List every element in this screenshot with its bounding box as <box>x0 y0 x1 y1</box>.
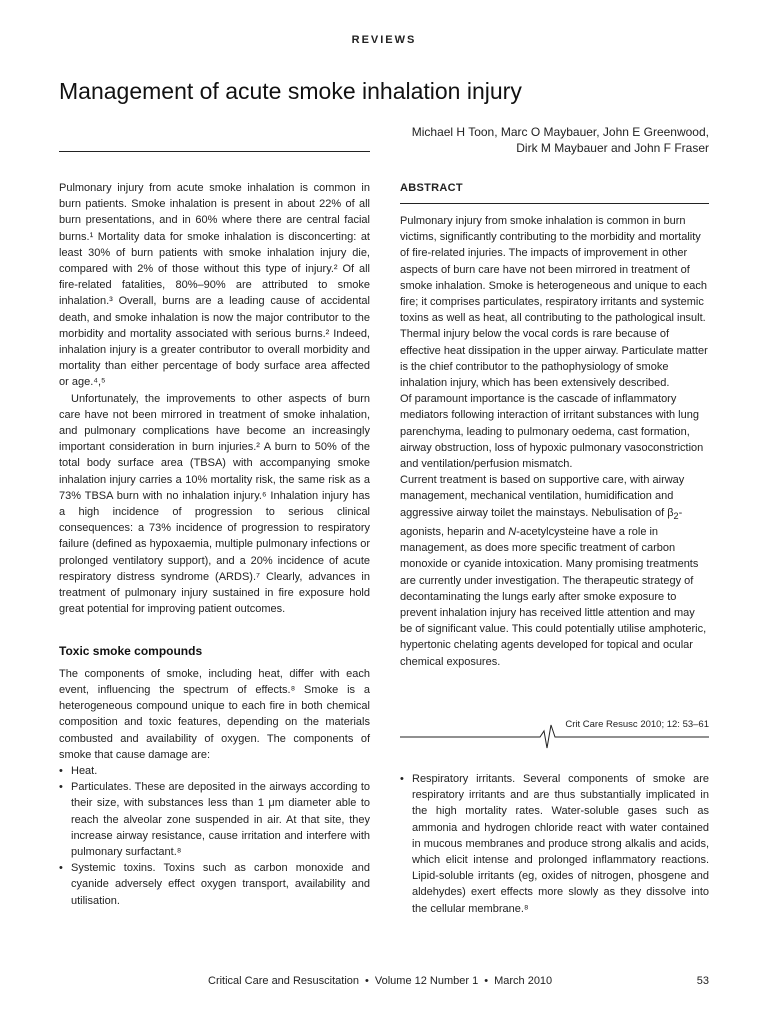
authors-line-1: Michael H Toon, Marc O Maybauer, John E Greenwood, <box>411 125 709 139</box>
section-heading-toxic-smoke: Toxic smoke compounds <box>59 644 203 659</box>
abstract-paragraph-3 <box>400 472 709 670</box>
footer-journal-name: Critical Care and Resuscitation <box>208 975 360 987</box>
heartbeat-line-icon <box>400 724 709 754</box>
list-item: • Respiratory irritants. Several components of smoke are respiratory irritants and are thus substantially implicated in the high mortality rates. Water-soluble gases such as ammonia and hydrogen chloride react with water contained in mucous membranes and produce strong alkalis and acids, which elicit intense and prolonged inflammatory reactions. Lipid-soluble irritants (eg, oxides of nitrogen, phosgene and aldehydes) exert effects more slowly as they dissolve into the cellular membrane.⁸ <box>400 771 709 917</box>
beta-subscript: 2 <box>673 510 679 521</box>
list-item: • Systemic toxins. Toxins such as carbon monoxide and cyanide adversely effect oxygen transport, availability and utilisation. <box>59 860 370 909</box>
n-italic: N <box>508 526 517 539</box>
list-item: • Heat. <box>59 763 370 779</box>
toxic-paragraph-1: The components of smoke, including heat, differ with each event, influencing the spectrum of effects.⁸ Smoke is a heterogeneous compound unique to each fire in both chemical composition and toxic features, depending on the materials combusted and availability of oxygen. The components of smoke that cause damage are: <box>59 667 370 761</box>
right-column-lower <box>400 771 709 917</box>
footer-journal-info <box>208 975 552 987</box>
abstract-p3-part-1: Current treatment is based on supportive care, with airway management, mechanical ventilation, humidification and aggressive airway toilet the mainstays. Nebulisation of <box>400 474 685 519</box>
article-title: Management of acute smoke inhalation injury <box>59 78 522 104</box>
smoke-components-list <box>59 763 370 909</box>
beta-symbol: β <box>667 506 674 519</box>
abstract-paragraph-2: Of paramount importance is the cascade of inflammatory mediators following interaction of irritant substances with lung parenchyma, leading to pulmonary oedema, cast formation, airway obstruction, loss of hypoxic pulmonary vasoconstriction and ventilation/perfusion mismatch. <box>400 393 704 471</box>
section-label: REVIEWS <box>351 34 417 46</box>
bullet-separator-icon: • <box>365 975 369 987</box>
abstract-body <box>400 213 709 670</box>
author-list <box>349 124 709 156</box>
left-column <box>59 180 370 909</box>
abstract-heading: ABSTRACT <box>400 182 463 194</box>
citation: Crit Care Resusc 2010; 12: 53–61 <box>565 719 709 730</box>
intro-paragraph-2: Unfortunately, the improvements to other aspects of burn care have not been mirrored in treatment of smoke inhalation, and pulmonary complications have become an increasingly important consideration in burn injuries.² A burn to 50% of the total body surface area (TBSA) with accompanying smoke inhalation injury carries a 10% mortality risk, the same risk as a 73% TBSA burn with no inhalation injury.⁶ Inhalation injury has a high incidence of progression to serious clinical consequences: a 73% incidence of progression to respiratory failure (defined as hypoxaemia, multiple pulmonary infections or prolonged ventilatory support), and a 20% incidence of acute respiratory distress syndrome (ARDS).⁷ Clearly, advances in treatment of pulmonary injury sustained in fire exposure hold great potential for improving patient outcomes. <box>59 392 370 616</box>
abstract-p3-part-2: -agonists, heparin and <box>400 506 683 539</box>
abstract-paragraph-1: Pulmonary injury from smoke inhalation is common in burn victims, significantly contributing to the morbidity and mortality of fire-related injuries. The impacts of improvement in other aspects of burn care have not been mirrored in treatment of smoke inhalation. Smoke is heterogeneous and unique to each fire; it comprises particulates, respiratory irritants and systemic toxins as well as heat, all contributing to the pathological insult. Thermal injury below the vocal cords is rare because of effective heat dissipation in the upper airway. Particulate matter is the chief contributor to the pathophysiology of smoke inhalation injury, which has been extensively described. <box>400 215 708 390</box>
footer-volume: Volume 12 Number 1 <box>374 975 479 987</box>
page-footer <box>0 975 768 993</box>
authors-line-2: Dirk M Maybauer and John F Fraser <box>516 141 709 155</box>
footer-date: March 2010 <box>494 975 553 987</box>
bullet-separator-icon: • <box>484 975 489 987</box>
intro-paragraph-1: Pulmonary injury from acute smoke inhalation is common in burn patients. Smoke inhalation is present in about 22% of all burn presentations, and in 60% where there are central facial burns.¹ Mortality data for smoke inhalation is disconcerting: at least 30% of burn patients with smoke inhalation injury die, compared with 2% of those without this type of injury.² Of all fire-related fatalities, 80%–90% are attributed to smoke inhalation.³ Overall, burns are a leading cause of accidental death, and smoke inhalation is now the major contributor to the morbidity and mortality associated with serious burns.² Indeed, inhalation injury is a greater contributor to overall morbidity and mortality than either percentage of body surface area affected or age.⁴,⁵ <box>59 182 370 389</box>
list-item: • Particulates. These are deposited in the airways according to their size, with substances less than 1 μm diameter able to reach the alveolar zone suspended in air. At that site, they increase airway resistance, cause irritation and interfere with pulmonary surfactant.⁸ <box>59 779 370 860</box>
abstract-divider <box>400 203 709 204</box>
smoke-components-list-continued <box>400 771 709 917</box>
page-number: 53 <box>696 975 709 987</box>
title-divider <box>59 151 370 152</box>
abstract-p3-part-3: -acetylcysteine have a role in management, as does more specific treatment of carbon monoxide or cyanide intoxication. Many promising treatments are currently under investigation. The therapeutic strategy of decontaminating the lungs early after smoke exposure to prevent inhalation injury has received little attention and may be of significant value. This could potentially utilise amphoteric, hypertonic chelating agents developed for topical and ocular chemical exposures. <box>400 526 707 668</box>
